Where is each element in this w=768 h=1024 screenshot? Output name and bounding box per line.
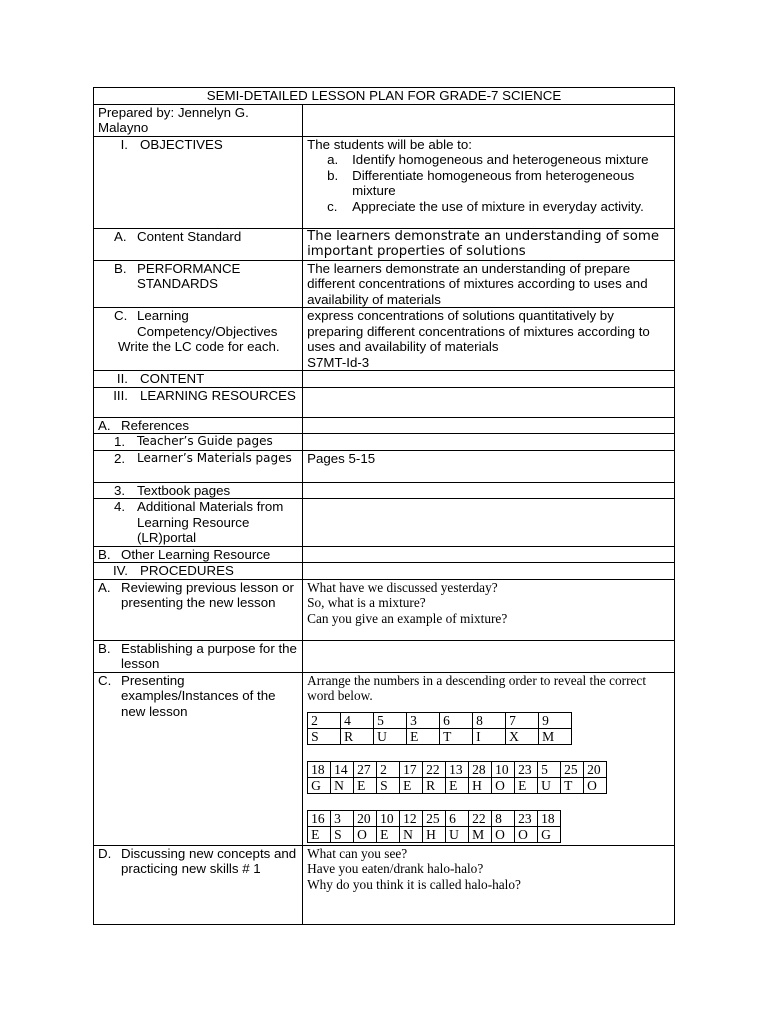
puzzle-letter-cell: U <box>446 826 469 842</box>
reference-item-row: 2. Learner’s Materials pages Pages 5-15 <box>94 450 675 482</box>
learners-materials-pages: Pages 5-15 <box>303 450 675 482</box>
discussing-row: D. Discussing new concepts and practicing new skills # 1 What can you see? Have you eaten/drank halo-halo? Why do you think it is called halo-halo? <box>94 845 675 924</box>
performance-standards-value: The learners demonstrate an understanding of prepare different concentrations of mixtures according to uses and availability of materials <box>303 260 675 308</box>
establishing-row: B. Establishing a purpose for the lesson <box>94 640 675 672</box>
discussing-questions: What can you see? Have you eaten/drank halo-halo? Why do you think it is called halo-halo? <box>303 845 675 924</box>
content-label: CONTENT <box>140 371 205 386</box>
puzzle-number-cell: 27 <box>354 761 377 777</box>
other-resource-label: Other Learning Resource <box>121 546 271 562</box>
puzzle-number-cell: 23 <box>515 761 538 777</box>
puzzle-number-cell: 9 <box>539 712 572 728</box>
puzzle-number-cell: 6 <box>440 712 473 728</box>
procedures-row: IV. PROCEDURES <box>94 563 675 580</box>
puzzle-letter-cell: O <box>515 826 538 842</box>
learning-competency-sublabel: Write the LC code for each. <box>118 339 280 354</box>
puzzle-number-cell: 25 <box>561 761 584 777</box>
puzzle-letter-cell: E <box>354 777 377 793</box>
learning-competency-label: Learning Competency/Objectives <box>137 308 278 339</box>
reference-item-label: Learner’s Materials pages <box>137 450 292 465</box>
word-puzzle-table <box>307 761 607 794</box>
puzzle-number-cell: 18 <box>538 810 561 826</box>
puzzle-letter-cell: E <box>515 777 538 793</box>
objective-item: b. Differentiate homogeneous from heterogeneous mixture <box>327 167 635 198</box>
lesson-plan-table <box>93 87 675 925</box>
content-row: II. CONTENT <box>94 371 675 388</box>
reviewing-questions: What have we discussed yesterday? So, what is a mixture? Can you give an example of mixture? <box>303 579 675 640</box>
puzzle-number-cell: 23 <box>515 810 538 826</box>
puzzle-number-cell: 14 <box>331 761 354 777</box>
puzzle-number-cell: 7 <box>506 712 539 728</box>
puzzle-letter-cell: R <box>423 777 446 793</box>
puzzle-letter-cell: S <box>331 826 354 842</box>
learning-competency-value: express concentrations of solutions quantitatively by preparing different concentrations of mixtures according to uses and availability of materials <box>307 308 650 354</box>
puzzle-letter-cell: H <box>469 777 492 793</box>
puzzle-number-cell: 3 <box>407 712 440 728</box>
puzzle-number-cell: 3 <box>331 810 354 826</box>
puzzle-number-cell: 12 <box>400 810 423 826</box>
objectives-content <box>303 136 675 228</box>
learning-resources-row: III. LEARNING RESOURCES <box>94 387 675 417</box>
puzzle-number-cell: 20 <box>584 761 607 777</box>
puzzle-number-cell: 4 <box>341 712 374 728</box>
puzzle-letter-cell: S <box>308 728 341 744</box>
puzzle-letter-cell: T <box>440 728 473 744</box>
puzzle-letter-cell: N <box>400 826 423 842</box>
puzzle-number-cell: 8 <box>473 712 506 728</box>
puzzle-number-cell: 20 <box>354 810 377 826</box>
puzzle-number-cell: 25 <box>423 810 446 826</box>
title-row <box>94 88 675 105</box>
objective-item: a. Identify homogeneous and heterogeneous mixture <box>327 152 649 167</box>
objectives-row <box>94 136 675 228</box>
reviewing-row: A. Reviewing previous lesson or presenting the new lesson What have we discussed yesterday? So, what is a mixture? Can you give an example of mixture? <box>94 579 675 640</box>
puzzle-number-cell: 16 <box>308 810 331 826</box>
puzzle-letter-cell: N <box>331 777 354 793</box>
puzzle-number-cell: 13 <box>446 761 469 777</box>
word-puzzle-table <box>307 810 561 843</box>
references-row: A. References <box>94 417 675 434</box>
puzzle-number-cell: 10 <box>492 761 515 777</box>
puzzle-letter-cell: G <box>538 826 561 842</box>
puzzle-number-cell: 5 <box>374 712 407 728</box>
learning-competency-row: C. Learning Competency/Objectives Write the LC code for each. express concentrations of solutions quantitatively by preparing different concentrations of mixtures according to uses and availability of materials S7MT-Id-3 <box>94 308 675 371</box>
presenting-label: Presenting examples/Instances of the new lesson <box>121 672 276 719</box>
reference-item-label: Additional Materials from Learning Resource (LR)portal <box>137 499 284 545</box>
performance-standards-row: B. PERFORMANCE STANDARDS The learners demonstrate an understanding of prepare different concentrations of mixtures according to uses and availability of materials <box>94 260 675 308</box>
objectives-intro: The students will be able to: <box>307 136 472 152</box>
puzzle-letter-cell: H <box>423 826 446 842</box>
word-puzzle-table <box>307 712 572 745</box>
presenting-row: C. Presenting examples/Instances of the new lesson Arrange the numbers in a descending order to reveal the correct word below. 2 4 5 3 6 8 7 9 S R U E T I X M 18 14 27 2 17 22 13 28 10 23 5 25 20 G N E S E R E H O E U T O 16 3 20 10 12 25 6 22 8 23 18 E S O E N H U M O O G <box>94 672 675 845</box>
puzzle-letter-cell: M <box>539 728 572 744</box>
reference-item-row: 3. Textbook pages <box>94 482 675 499</box>
objective-item: c. Appreciate the use of mixture in everyday activity. <box>327 198 644 214</box>
objectives-label: OBJECTIVES <box>140 136 223 152</box>
content-standard-row: A. Content Standard The learners demonstrate an understanding of some important properties of solutions <box>94 228 675 260</box>
procedures-label: PROCEDURES <box>140 563 234 578</box>
puzzle-letter-cell: X <box>506 728 539 744</box>
puzzle-number-cell: 10 <box>377 810 400 826</box>
prepared-by: Prepared by: Jennelyn G. Malayno <box>94 104 303 136</box>
content-standard-label: Content Standard <box>137 228 242 244</box>
puzzle-number-cell: 17 <box>400 761 423 777</box>
puzzle-letter-cell: O <box>492 826 515 842</box>
puzzle-letter-cell: E <box>308 826 331 842</box>
learning-resources-label: LEARNING RESOURCES <box>140 387 296 403</box>
puzzle-letter-cell: M <box>469 826 492 842</box>
puzzle-number-cell: 28 <box>469 761 492 777</box>
other-resource-row: B. Other Learning Resource <box>94 546 675 563</box>
reviewing-label: Reviewing previous lesson or presenting the new lesson <box>121 579 294 610</box>
content-standard-value: The learners demonstrate an understanding of some important properties of solutions <box>303 228 675 260</box>
puzzle-letter-cell: T <box>561 777 584 793</box>
puzzle-number-cell: 2 <box>308 712 341 728</box>
discussing-label: Discussing new concepts and practicing new skills # 1 <box>121 845 297 876</box>
references-label: References <box>121 417 189 433</box>
puzzle-number-cell: 22 <box>423 761 446 777</box>
puzzle-letter-cell: E <box>400 777 423 793</box>
lc-code: S7MT-Id-3 <box>307 354 370 370</box>
puzzle-number-cell: 22 <box>469 810 492 826</box>
puzzle-letter-cell: I <box>473 728 506 744</box>
puzzle-number-cell: 18 <box>308 761 331 777</box>
prepared-by-row <box>94 104 675 136</box>
puzzle-letter-cell: U <box>374 728 407 744</box>
document-title: SEMI-DETAILED LESSON PLAN FOR GRADE-7 SCIENCE <box>94 88 675 105</box>
reference-item-label: Teacher’s Guide pages <box>137 434 273 448</box>
puzzle-number-cell: 8 <box>492 810 515 826</box>
reference-item-row: 1. Teacher’s Guide pages <box>94 434 675 451</box>
puzzle-number-cell: 5 <box>538 761 561 777</box>
puzzle-letter-cell: E <box>377 826 400 842</box>
objectives-numeral: I. <box>120 136 128 152</box>
reference-item-row: 4. Additional Materials from Learning Resource (LR)portal <box>94 499 675 547</box>
puzzle-letter-cell: R <box>341 728 374 744</box>
puzzle-instruction: Arrange the numbers in a descending order to reveal the correct word below. <box>307 672 647 703</box>
puzzle-number-cell: 2 <box>377 761 400 777</box>
puzzle-letter-cell: G <box>308 777 331 793</box>
puzzle-letter-cell: E <box>407 728 440 744</box>
puzzle-letter-cell: U <box>538 777 561 793</box>
puzzle-letter-cell: S <box>377 777 400 793</box>
reference-item-label: Textbook pages <box>137 482 231 498</box>
puzzle-letter-cell: E <box>446 777 469 793</box>
puzzle-letter-cell: O <box>354 826 377 842</box>
presenting-content <box>303 672 675 845</box>
performance-standards-label: PERFORMANCE STANDARDS <box>137 260 241 291</box>
puzzle-letter-cell: O <box>584 777 607 793</box>
establishing-label: Establishing a purpose for the lesson <box>121 640 297 671</box>
puzzle-number-cell: 6 <box>446 810 469 826</box>
puzzle-letter-cell: O <box>492 777 515 793</box>
